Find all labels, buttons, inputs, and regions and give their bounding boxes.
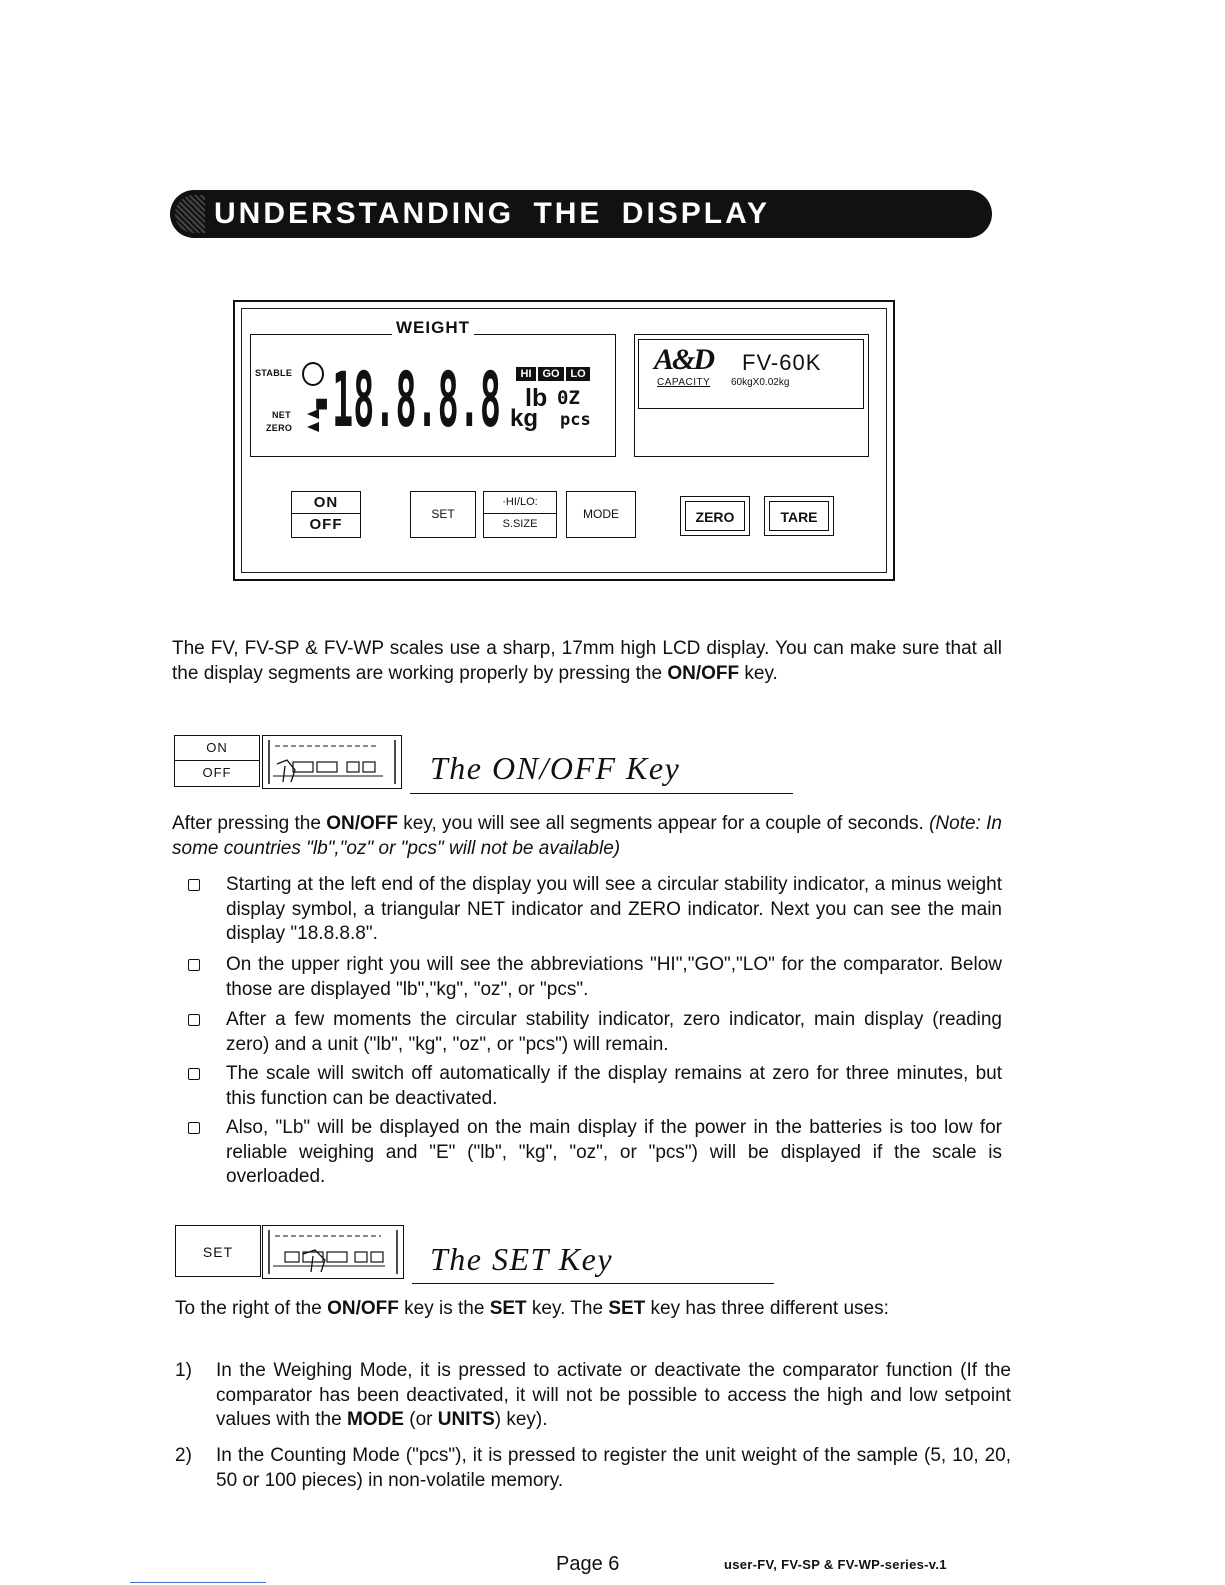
list-item <box>188 1062 1002 1112</box>
go-badge: GO <box>538 367 564 381</box>
capacity-label: CAPACITY <box>657 377 711 388</box>
mini-on-label: ON <box>206 740 228 755</box>
checkbox-bullet-icon <box>188 1122 200 1134</box>
checkbox-bullet-icon <box>188 959 200 971</box>
set-key-heading: The SET Key <box>430 1241 614 1277</box>
hi-badge: HI <box>516 367 536 381</box>
net-label: NET <box>272 410 291 420</box>
onoff-paragraph <box>172 812 1002 861</box>
bullet-text: Starting at the left end of the display you will see a circular stability indicator, a minus weight display symbol, a triangular NET indicator and ZERO indicator. Next you can see the main display "18.8.8.8". <box>226 874 1002 944</box>
section-banner <box>170 190 992 238</box>
set-text-4: key has three different uses: <box>645 1298 889 1319</box>
document-reference: user-FV, FV-SP & FV-WP-series-v.1 <box>724 1557 947 1572</box>
mode-key[interactable]: MODE <box>566 491 636 538</box>
onoff-key[interactable] <box>291 491 361 538</box>
intro-onoff-bold: ON/OFF <box>667 662 740 684</box>
onoff-text-1: After pressing the <box>172 813 327 834</box>
mini-display-press-icon <box>262 1225 404 1279</box>
mini-display-press-icon <box>262 735 402 789</box>
onoff-key-heading: The ON/OFF Key <box>430 750 681 786</box>
mini-off-label: OFF <box>175 760 259 785</box>
brand-logo: A&D <box>654 343 714 376</box>
item-number: 2) <box>175 1445 192 1466</box>
bullet-text: On the upper right you will see the abbreviations "HI","GO","LO" for the comparator. Below those are displayed "lb","kg", "oz", or "pcs". <box>226 954 1002 1000</box>
onoff-text-bold: ON/OFF <box>326 813 399 834</box>
onoff-heading-rule <box>410 793 793 794</box>
intro-text-1: The FV, FV-SP & FV-WP scales use a sharp, 17mm high LCD display. You can make sure that all the display segments are working properly by pressing the <box>172 638 1002 684</box>
unit-oz: 0Z <box>557 387 580 409</box>
page-number: Page 6 <box>556 1553 620 1575</box>
unit-lb: lb <box>525 384 548 412</box>
checkbox-bullet-icon <box>188 1068 200 1080</box>
ssize-key-label: S.SIZE <box>484 513 556 535</box>
set-text-bold-2: SET <box>489 1298 527 1319</box>
item-text: In the Weighing Mode, it is pressed to activate or deactivate the comparator function (If the comparator has been deactivated, it will not be possible to access the high and low setpoint values with the MODE (or UNITS) key). <box>216 1360 1011 1430</box>
checkbox-bullet-icon <box>188 879 200 891</box>
set-heading-rule <box>412 1283 774 1284</box>
set-key-icon: SET <box>175 1225 261 1277</box>
bullet-text: Also, "Lb" will be displayed on the main display if the power in the batteries is too low for reliable weighing and "E" ("lb", "kg", "oz", or "pcs") will be displayed if the scale is overloaded. <box>226 1117 1002 1187</box>
zero-key-label: ZERO <box>685 501 745 531</box>
set-key[interactable]: SET <box>410 491 476 538</box>
intro-text-2: key. <box>739 662 778 684</box>
set-text-bold-1: ON/OFF <box>327 1298 399 1319</box>
set-paragraph <box>175 1297 1007 1322</box>
set-text-bold-3: SET <box>608 1298 646 1319</box>
item-text: In the Counting Mode ("pcs"), it is pressed to register the unit weight of the sample (5, 10, 20, 50 or 100 pieces) in non-volatile memory. <box>216 1445 1011 1491</box>
intro-paragraph <box>172 637 1002 686</box>
set-text-1: To the right of the <box>175 1298 328 1319</box>
hand-press-icon <box>263 736 401 788</box>
hilo-ssize-key[interactable] <box>483 491 557 538</box>
lo-badge: LO <box>566 367 590 381</box>
item-number: 1) <box>175 1360 192 1381</box>
unit-pcs: pcs <box>560 410 591 430</box>
zero-label: ZERO <box>266 423 293 433</box>
footer-rule <box>130 1582 266 1583</box>
model-name: FV-60K <box>742 350 822 375</box>
onoff-text-2: key, you will see all segments appear for a couple of seconds. <box>398 813 930 834</box>
list-item <box>188 953 1002 1003</box>
main-digit-display <box>306 360 506 436</box>
list-item <box>175 1359 1011 1433</box>
off-key-label: OFF <box>292 513 360 535</box>
tare-key-label: TARE <box>769 501 829 531</box>
hilo-key-label: ·HI/LO: <box>502 496 538 508</box>
set-text-2: key is the <box>398 1298 490 1319</box>
list-item <box>188 1116 1002 1190</box>
weight-title: WEIGHT <box>392 318 474 337</box>
onoff-key-icon <box>174 735 260 787</box>
tare-key[interactable] <box>764 496 834 536</box>
capacity-value: 60kgX0.02kg <box>731 377 790 388</box>
on-key-label: ON <box>313 494 339 511</box>
checkbox-bullet-icon <box>188 1014 200 1026</box>
unit-kg: kg <box>510 405 539 432</box>
onoff-note: (Note: In some countries "lb","oz" or "pcs" will not be available) <box>172 813 1002 859</box>
list-item <box>175 1444 1011 1494</box>
zero-key[interactable] <box>680 496 750 536</box>
list-item <box>188 1008 1002 1058</box>
list-item <box>188 873 1002 947</box>
set-text-3: key. The <box>526 1298 609 1319</box>
bullet-text: The scale will switch off automatically if the display remains at zero for three minutes, but this function can be deactivated. <box>226 1063 1002 1109</box>
stable-label: STABLE <box>255 368 293 378</box>
bullet-text: After a few moments the circular stability indicator, zero indicator, main display (reading zero) and a unit ("lb", "kg", "oz", or "pcs") will remain. <box>226 1009 1002 1055</box>
hand-press-icon <box>263 1226 403 1278</box>
banner-title: UNDERSTANDING THE DISPLAY <box>214 197 771 230</box>
main-digits: -18.8.8.8 <box>311 360 501 436</box>
